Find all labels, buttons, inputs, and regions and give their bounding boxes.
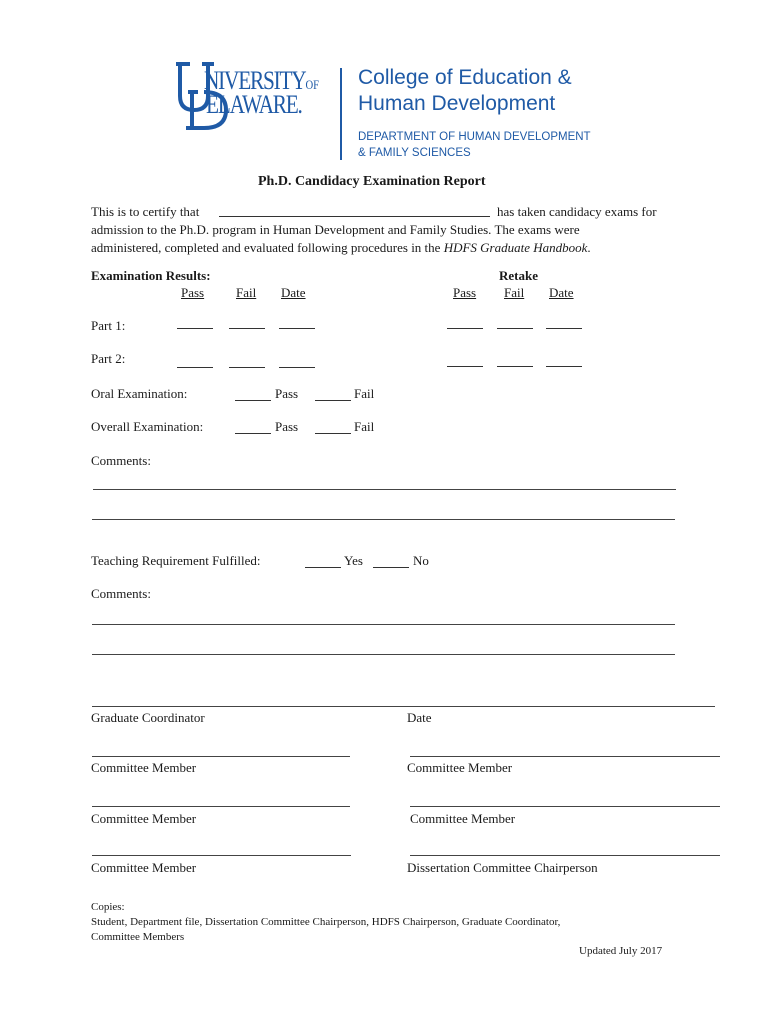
date-label: Date xyxy=(407,710,432,725)
teaching-no-field[interactable] xyxy=(373,567,409,568)
teaching-no-text: No xyxy=(413,553,429,568)
part1-retake-fail-field[interactable] xyxy=(497,328,533,329)
logo-delaware-text: ELAWARE. xyxy=(206,90,302,119)
comments2-line2[interactable] xyxy=(92,654,675,655)
overall-pass-field[interactable] xyxy=(235,433,271,434)
part1-label: Part 1: xyxy=(91,318,126,333)
chairperson-signature-line[interactable] xyxy=(410,855,720,856)
copies-line1: Student, Department file, Dissertation Committee Chairperson, HDFS Chairperson, Graduate Coordinator, xyxy=(91,916,561,928)
comments1-label: Comments: xyxy=(91,453,151,468)
university-logo xyxy=(174,62,604,162)
part2-fail-field[interactable] xyxy=(229,367,265,368)
committee2-signature-line[interactable] xyxy=(410,756,720,757)
teaching-yes-field[interactable] xyxy=(305,567,341,568)
committee5-label: Committee Member xyxy=(91,860,197,875)
certify-intro: This is to certify that xyxy=(91,204,200,219)
committee2-label: Committee Member xyxy=(407,760,513,775)
part2-retake-fail-field[interactable] xyxy=(497,366,533,367)
updated-date: Updated July 2017 xyxy=(579,945,663,957)
page-title: Ph.D. Candidacy Examination Report xyxy=(258,174,486,189)
oral-label: Oral Examination: xyxy=(91,386,188,401)
retake-heading: Retake xyxy=(499,268,538,283)
copies-label: Copies: xyxy=(91,901,125,913)
comments1-line2[interactable] xyxy=(92,519,675,520)
part2-label: Part 2: xyxy=(91,351,126,366)
retake-col-fail: Fail xyxy=(504,285,525,300)
oral-pass-field[interactable] xyxy=(235,400,271,401)
logo-department-line2: & FAMILY SCIENCES xyxy=(358,147,471,159)
grad-coord-label: Graduate Coordinator xyxy=(91,710,205,725)
oral-fail-field[interactable] xyxy=(315,400,351,401)
committee3-label: Committee Member xyxy=(91,811,197,826)
logo-department-line1: DEPARTMENT OF HUMAN DEVELOPMENT xyxy=(358,131,591,143)
certify-line2: admission to the Ph.D. program in Human Development and Family Studies. The exams were xyxy=(91,222,580,237)
retake-col-date: Date xyxy=(549,285,574,300)
part1-date-field[interactable] xyxy=(279,328,315,329)
committee1-signature-line[interactable] xyxy=(92,756,350,757)
part1-retake-date-field[interactable] xyxy=(546,328,582,329)
overall-fail-text: Fail xyxy=(354,419,375,434)
part2-pass-field[interactable] xyxy=(177,367,213,368)
col-fail: Fail xyxy=(236,285,257,300)
part2-retake-date-field[interactable] xyxy=(546,366,582,367)
logo-college-line1: College of Education & xyxy=(358,66,572,89)
part2-retake-pass-field[interactable] xyxy=(447,366,483,367)
comments1-line1[interactable] xyxy=(93,489,676,490)
oral-pass-text: Pass xyxy=(275,386,299,401)
comments2-label: Comments: xyxy=(91,586,151,601)
overall-label: Overall Examination: xyxy=(91,419,204,434)
copies-line2: Committee Members xyxy=(91,931,185,943)
col-pass: Pass xyxy=(181,285,205,300)
part1-fail-field[interactable] xyxy=(229,328,265,329)
teaching-label: Teaching Requirement Fulfilled: xyxy=(91,553,261,568)
part2-date-field[interactable] xyxy=(279,367,315,368)
part1-retake-pass-field[interactable] xyxy=(447,328,483,329)
certify-after-blank: has taken candidacy exams for xyxy=(497,204,657,219)
comments2-line1[interactable] xyxy=(92,624,675,625)
certify-line3: administered, completed and evaluated following procedures in the HDFS Graduate Handbook. xyxy=(91,240,591,255)
logo-university-text: NIVERSITYOF xyxy=(204,66,320,95)
committee4-label: Committee Member xyxy=(410,811,516,826)
logo-college-line2: Human Development xyxy=(358,92,556,115)
logo-divider xyxy=(340,68,342,160)
committee3-signature-line[interactable] xyxy=(92,806,350,807)
results-heading: Examination Results: xyxy=(91,268,211,283)
chairperson-label: Dissertation Committee Chairperson xyxy=(407,860,598,875)
oral-fail-text: Fail xyxy=(354,386,375,401)
committee1-label: Committee Member xyxy=(91,760,197,775)
grad-coord-signature-line[interactable] xyxy=(92,706,715,707)
overall-fail-field[interactable] xyxy=(315,433,351,434)
student-name-field[interactable] xyxy=(219,216,490,217)
overall-pass-text: Pass xyxy=(275,419,299,434)
committee5-signature-line[interactable] xyxy=(92,855,351,856)
retake-col-pass: Pass xyxy=(453,285,477,300)
col-date: Date xyxy=(281,285,306,300)
part1-pass-field[interactable] xyxy=(177,328,213,329)
teaching-yes-text: Yes xyxy=(344,553,363,568)
committee4-signature-line[interactable] xyxy=(410,806,720,807)
